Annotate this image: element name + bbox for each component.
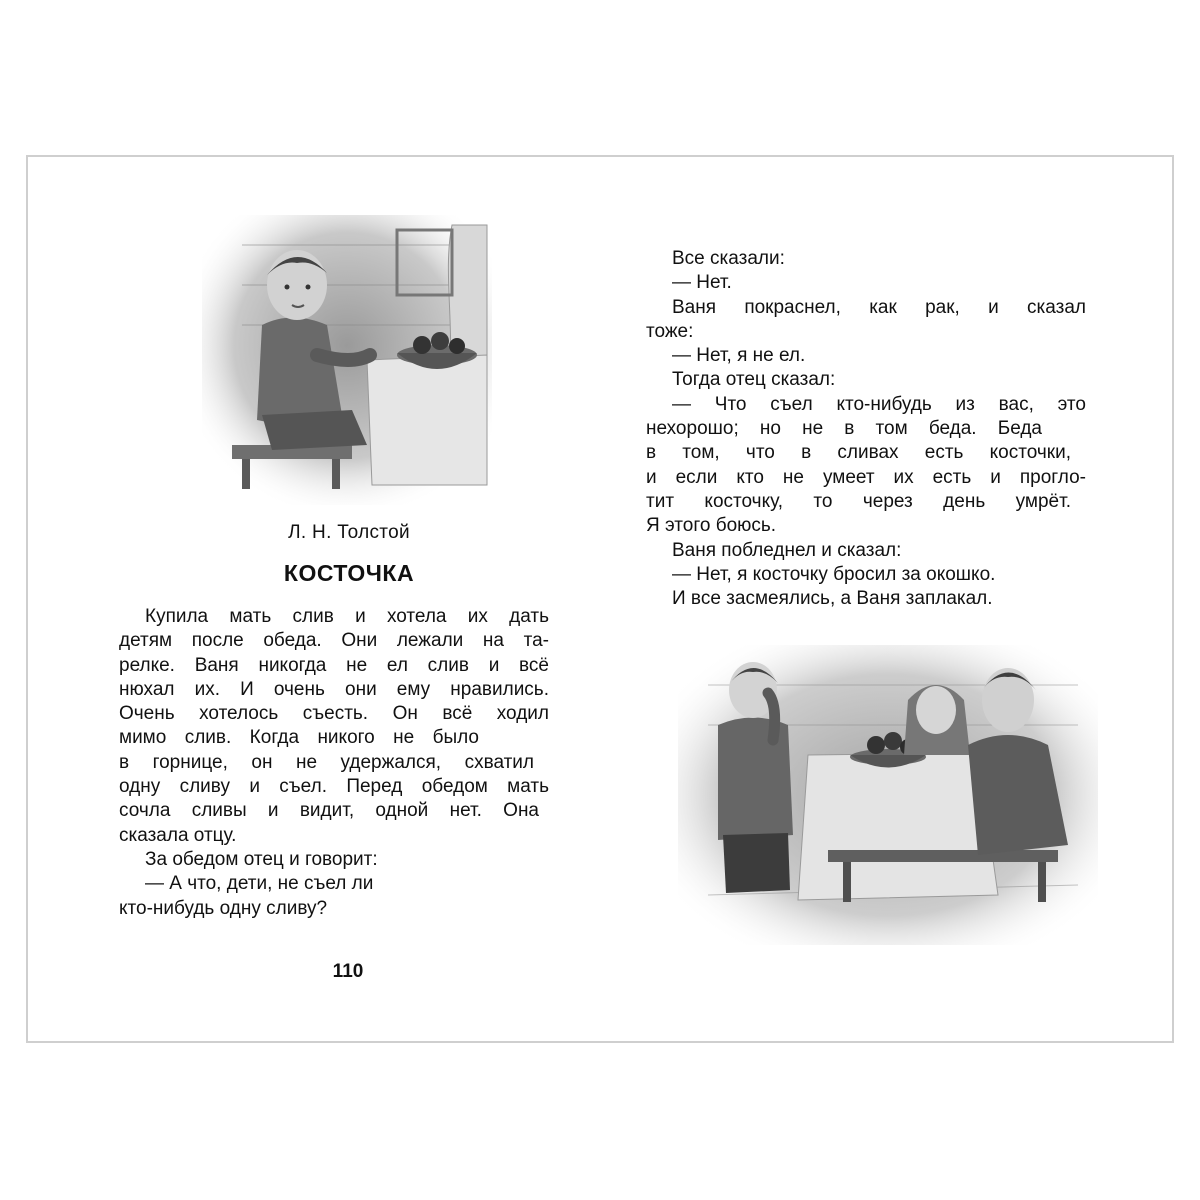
text-line: детям после обеда. Они лежали на та- — [119, 630, 549, 652]
text-line: Все сказали: — [672, 248, 785, 269]
text-line: и если кто не умеет их есть и прогло- — [646, 466, 1086, 488]
story-title: КОСТОЧКА — [283, 560, 415, 586]
text-line: мимо слив. Когда никого не было — [119, 727, 479, 749]
text-line: Купила мать слив и хотела их дать — [145, 606, 549, 627]
text-line: — Что съел кто-нибудь из вас, это — [672, 393, 1086, 415]
text-line: — А что, дети, не съел ли — [145, 873, 374, 895]
text-line: — Нет, я косточку бросил за окошко. — [672, 563, 996, 585]
text-line: кто-нибудь одну сливу? — [119, 897, 328, 919]
text-line: нехорошо; но не в том беда. Беда — [646, 418, 1042, 440]
text-line: И все засмеялись, а Ваня заплакал. — [672, 588, 993, 610]
book-spread — [26, 155, 1174, 1043]
text-line: За обедом отец и говорит: — [145, 848, 378, 870]
author-name: Л. Н. Толстой — [288, 522, 410, 543]
text-line: одну сливу и съел. Перед обедом мать — [119, 776, 549, 798]
left-page-text — [119, 605, 549, 921]
text-line: Ваня покраснел, как рак, и сказал — [672, 296, 1086, 318]
text-line: — Нет. — [672, 272, 732, 294]
text-line: Тогда отец сказал: — [672, 369, 836, 391]
text-line: Ваня побледнел и сказал: — [672, 539, 902, 561]
text-line: Я этого боюсь. — [646, 515, 777, 537]
text-line: Очень хотелось съесть. Он всё ходил — [119, 703, 549, 725]
text-line: релке. Ваня никогда не ел слив и всё — [119, 654, 549, 676]
text-line: сказала отцу. — [119, 824, 237, 846]
right-page-text — [646, 247, 1096, 611]
text-line: — Нет, я не ел. — [672, 345, 806, 367]
text-line: в горнице, он не удержался, схватил — [119, 751, 534, 773]
text-line: сочла сливы и видит, одной нет. Она — [119, 800, 539, 822]
text-line: тит косточку, то через день умрёт. — [646, 490, 1071, 512]
boy-with-plums-illustration — [202, 215, 492, 505]
text-line: нюхал их. И очень они ему нравились. — [119, 678, 549, 700]
page-number: 110 — [332, 961, 364, 982]
children-at-table-illustration — [678, 645, 1098, 945]
text-line: в том, что в сливах есть косточки, — [646, 442, 1071, 464]
text-line: тоже: — [646, 320, 694, 342]
